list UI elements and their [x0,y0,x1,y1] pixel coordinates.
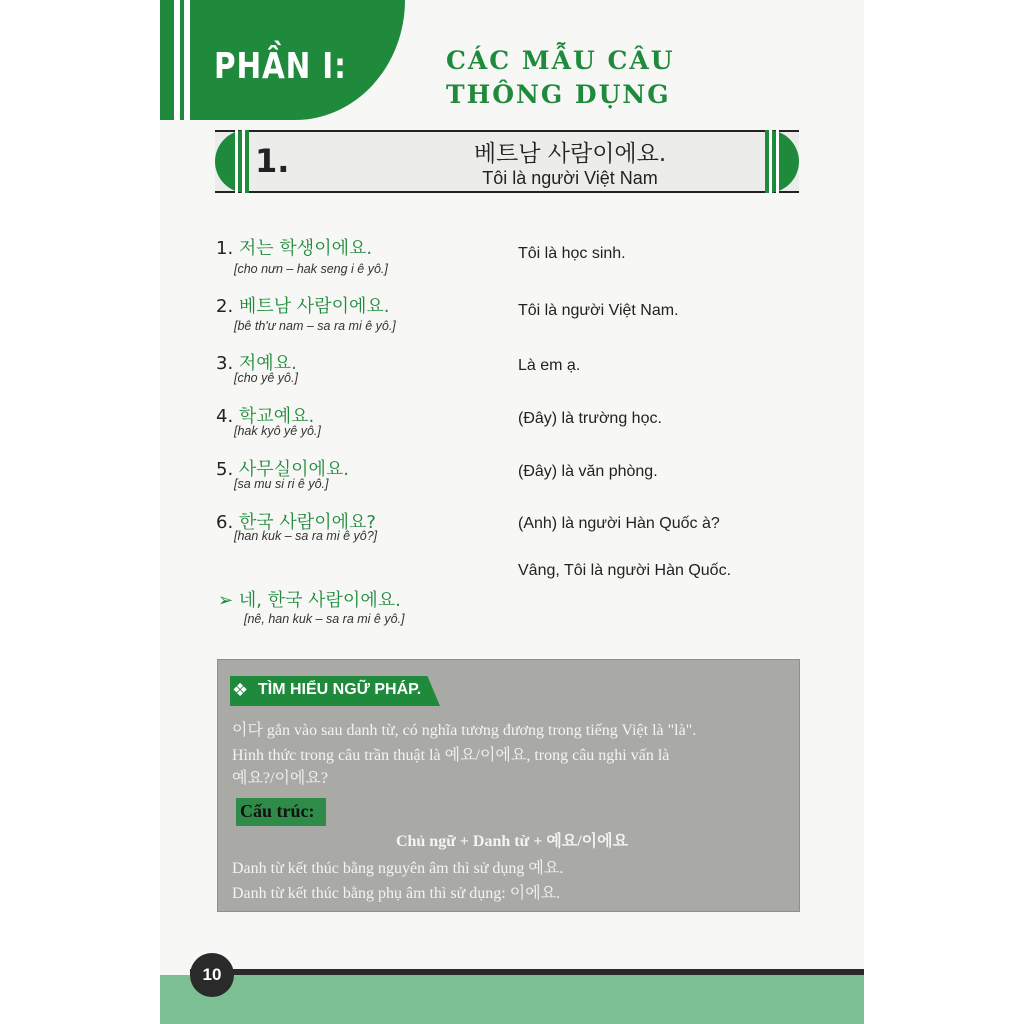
sentence-korean-text: 저예요. [238,353,297,374]
lesson-title-korean: 베트남 사람이에요. [473,141,667,167]
sentence-translation: Là em ạ. [518,357,581,374]
sentence-pronunciation: [sa mu si ri ê yô.] [234,477,329,491]
answer-korean [218,586,401,612]
sentence-number: 3. [216,353,234,374]
page-number: 10 [190,953,234,997]
sentence-pronunciation: [bê th'ư nam – sa ra mi ê yô.] [234,319,396,333]
sentence-korean-text: 한국 사람이에요? [238,512,376,533]
cap-stripe [769,130,772,193]
sentence-pronunciation: [cho yê yô.] [234,371,298,385]
section-title-line2: THÔNG DỤNG [446,80,671,109]
grammar-rule: Danh từ kết thúc bằng phụ âm thì sử dụng: 이에요. [232,885,561,902]
sentence-translation: (Đây) là văn phòng. [518,463,658,480]
section-title-line1: CÁC MẪU CÂU [446,46,675,75]
lesson-number: 1. [255,142,290,180]
sentence-korean [216,234,372,260]
book-page [160,0,864,1024]
sentence-pronunciation: [han kuk – sa ra mi ê yô?] [234,529,378,543]
sentence-korean-text: 베트남 사람이에요. [238,296,390,317]
cap-stripe [776,130,779,193]
cap-stripe [242,130,245,193]
sentence-translation: (Đây) là trường học. [518,410,662,427]
sentence-korean-text: 학교예요. [238,406,315,427]
sentence-pronunciation: [hak kyô yê yô.] [234,424,321,438]
answer-pronunciation: [nê, han kuk – sa ra mi ê yô.] [244,612,405,626]
sentence-translation: Tôi là người Việt Nam. [518,302,679,319]
grammar-line: 이다 gắn vào sau danh từ, có nghĩa tương đương trong tiếng Việt là "là". [232,722,697,739]
footer-band [160,975,864,1024]
lesson-title-vietnamese: Tôi là người Việt Nam [482,168,658,188]
sentence-korean-text: 사무실이에요. [238,459,349,480]
grammar-rule: Danh từ kết thúc bằng nguyên âm thì sử dụng 예요. [232,860,564,877]
grammar-line: 예요?/이에요? [232,770,328,787]
cap-stripe [235,130,238,193]
grammar-heading: TÌM HIỂU NGỮ PHÁP. [258,681,422,698]
sentence-number: 5. [216,459,234,480]
sentence-translation: Tôi là học sinh. [518,245,626,262]
answer-translation: Vâng, Tôi là người Hàn Quốc. [518,562,732,579]
sentence-number: 4. [216,406,234,427]
grammar-formula: Chủ ngữ + Danh từ + 예요/이에요 [395,833,629,850]
diamond-cluster-icon: ❖ [232,680,249,701]
sentence-korean [216,292,389,318]
sentence-pronunciation: [cho nưn – hak seng i ê yô.] [234,262,388,276]
answer-korean-text: 네, 한국 사람이에요. [238,590,401,611]
tab-stripe [174,0,180,120]
structure-label: Cấu trúc: [240,801,315,821]
part-label: PHẦN I: [214,46,347,87]
grammar-line: Hình thức trong câu trần thuật là 예요/이에요, trong câu nghi vấn là [232,747,670,764]
sentence-korean-text: 저는 학생이에요. [238,238,373,259]
sentence-number: 1. [216,238,234,259]
sentence-number: 2. [216,296,234,317]
arrow-icon: ➢ [218,590,234,611]
tab-stripe [184,0,190,120]
sentence-translation: (Anh) là người Hàn Quốc à? [518,515,720,532]
sentence-number: 6. [216,512,234,533]
